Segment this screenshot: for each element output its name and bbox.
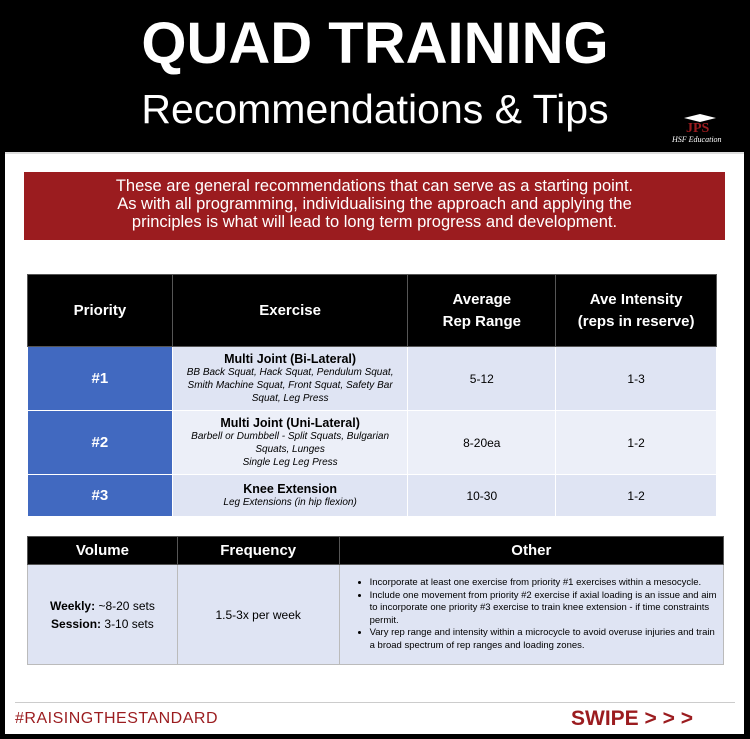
exercise-cell — [172, 347, 408, 411]
volume-table-header — [28, 537, 724, 565]
svg-text:JPS: JPS — [686, 121, 710, 136]
header-volume: Volume — [28, 537, 178, 565]
priority-cell: #1 — [28, 347, 173, 411]
brand-logo — [670, 112, 740, 146]
header-rep-range-line2: Rep Range — [442, 312, 521, 330]
exercise-detail: Leg Extensions (in hip flexion) — [223, 497, 357, 508]
table-row — [28, 347, 717, 411]
list-item: • Incorporate at least one exercise from priority #1 exercises within a mesocycle. — [370, 577, 717, 590]
exercise-cell — [172, 475, 408, 517]
header-rep-range-line1: Average — [452, 290, 512, 308]
priority-cell: #2 — [28, 411, 173, 475]
header-intensity-line1: Ave Intensity — [589, 290, 683, 308]
table-row — [28, 475, 717, 517]
swipe-prompt[interactable]: SWIPE > > > — [571, 707, 693, 730]
list-item: • Vary rep range and intensity within a microcycle to avoid overuse injuries and train a broad spectrum of rep ranges and loading zones. — [370, 627, 717, 652]
content-card — [5, 152, 744, 734]
exercise-title: Multi Joint (Bi-Lateral) — [224, 352, 357, 366]
list-item: • Include one movement from priority #2 exercise if axial loading is an issue and aim to incorporate one priority #3 exercise to train knee extension - if time constraints permit. — [370, 590, 717, 628]
header — [0, 0, 750, 152]
exercise-detail: BB Back Squat, Hack Squat, Pendulum Squat, — [186, 367, 394, 378]
weekly-label: Weekly: — [49, 598, 96, 613]
table-row — [28, 565, 724, 665]
other-cell — [339, 565, 723, 665]
volume-cell — [28, 565, 178, 665]
session-volume — [28, 615, 177, 633]
volume-table — [27, 536, 724, 665]
footer-divider — [15, 702, 735, 703]
header-intensity — [556, 275, 717, 347]
header-priority: Priority — [28, 275, 173, 347]
frequency-cell: 1.5-3x per week — [177, 565, 339, 665]
banner-line: These are general recommendations that can serve as a starting point. — [115, 177, 634, 195]
weekly-value: ~8-20 sets — [98, 598, 155, 613]
banner-line: As with all programming, individualising the approach and applying the — [117, 195, 632, 213]
rep-range-cell: 8-20ea — [408, 411, 556, 475]
hashtag: #RAISINGTHESTANDARD — [15, 710, 219, 727]
exercise-detail: Barbell or Dumbbell - Split Squats, Bulgarian — [191, 431, 390, 442]
page-title: QUAD TRAINING — [141, 11, 609, 76]
session-label: Session: — [51, 616, 102, 631]
header-rep-range — [408, 275, 556, 347]
intensity-cell: 1-2 — [556, 411, 717, 475]
exercise-detail: Single Leg Leg Press — [242, 457, 338, 468]
priority-cell: #3 — [28, 475, 173, 517]
svg-text:HSF Education: HSF Education — [672, 135, 722, 144]
exercise-table — [27, 274, 717, 517]
header-intensity-line2: (reps in reserve) — [577, 312, 695, 330]
exercise-title: Multi Joint (Uni-Lateral) — [220, 416, 360, 430]
page-subtitle: Recommendations & Tips — [141, 86, 609, 132]
weekly-volume — [28, 597, 177, 615]
exercise-detail: Squat, Leg Press — [251, 393, 329, 404]
header-other: Other — [339, 537, 723, 565]
exercise-detail: Smith Machine Squat, Front Squat, Safety Bar — [187, 380, 393, 391]
tips-list — [340, 573, 723, 656]
exercise-table-header — [28, 275, 717, 347]
table-row — [28, 411, 717, 475]
intensity-cell: 1-2 — [556, 475, 717, 517]
exercise-title: Knee Extension — [243, 482, 337, 496]
header-exercise: Exercise — [172, 275, 408, 347]
exercise-cell — [172, 411, 408, 475]
intro-banner — [24, 172, 725, 240]
exercise-detail: Squats, Lunges — [255, 444, 325, 455]
header-frequency: Frequency — [177, 537, 339, 565]
session-value: 3-10 sets — [104, 616, 154, 631]
rep-range-cell: 5-12 — [408, 347, 556, 411]
banner-line: principles is what will lead to long term progress and development. — [131, 213, 618, 231]
intensity-cell: 1-3 — [556, 347, 717, 411]
rep-range-cell: 10-30 — [408, 475, 556, 517]
